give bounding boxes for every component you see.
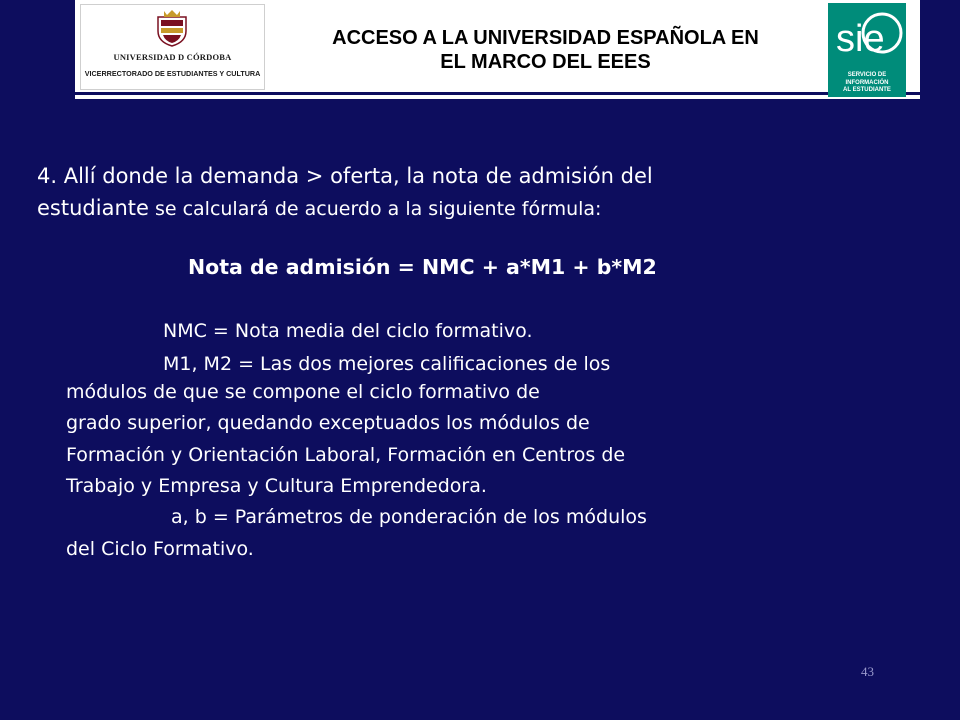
sie-logo	[828, 3, 906, 97]
definition-line-8: del Ciclo Formativo.	[66, 538, 254, 560]
sie-logo-caption: SERVICIO DE INFORMACIÓN AL ESTUDIANTE	[843, 72, 891, 93]
svg-text:sie: sie	[836, 18, 885, 60]
university-crest-icon	[155, 9, 189, 47]
definition-line-4: grado superior, quedando exceptuados los módulos de	[66, 412, 590, 434]
header-title-line-2: EL MARCO DEL EEES	[440, 51, 651, 73]
intro-line-1: 4. Allí donde la demanda > oferta, la nota de admisión del	[37, 164, 653, 188]
definition-a-b: a, b = Parámetros de ponderación de los módulos	[171, 506, 647, 528]
header-title-line-1: ACCESO A LA UNIVERSIDAD ESPAÑOLA EN	[332, 27, 759, 49]
vicerrectorado-name: VICERRECTORADO DE ESTUDIANTES Y CULTURA	[84, 69, 261, 78]
intro-line-2	[37, 196, 601, 220]
definition-line-6: Trabajo y Empresa y Cultura Emprendedora.	[66, 475, 487, 497]
page-number: 43	[861, 664, 874, 679]
header-bottom-rule	[75, 96, 920, 99]
intro-line-2-rest: se calculará de acuerdo a la siguiente fórmula:	[148, 198, 602, 220]
admission-formula: Nota de admisión = NMC + a*M1 + b*M2	[188, 255, 657, 279]
definition-line-3: módulos de que se compone el ciclo formativo de	[66, 381, 540, 403]
header-title	[268, 26, 823, 74]
sie-logo-mark-icon	[830, 5, 904, 71]
header-top-rule	[75, 0, 920, 3]
header-gap	[75, 92, 920, 95]
definition-nmc: NMC = Nota media del ciclo formativo.	[163, 320, 533, 342]
university-name: UNIVERSIDAD D CÓRDOBA	[113, 52, 232, 62]
intro-word-estudiante: estudiante	[37, 196, 149, 220]
definition-m1-m2: M1, M2 = Las dos mejores calificaciones de los	[163, 353, 611, 375]
definition-line-5: Formación y Orientación Laboral, Formación en Centros de	[66, 444, 626, 466]
university-logo	[80, 4, 265, 90]
